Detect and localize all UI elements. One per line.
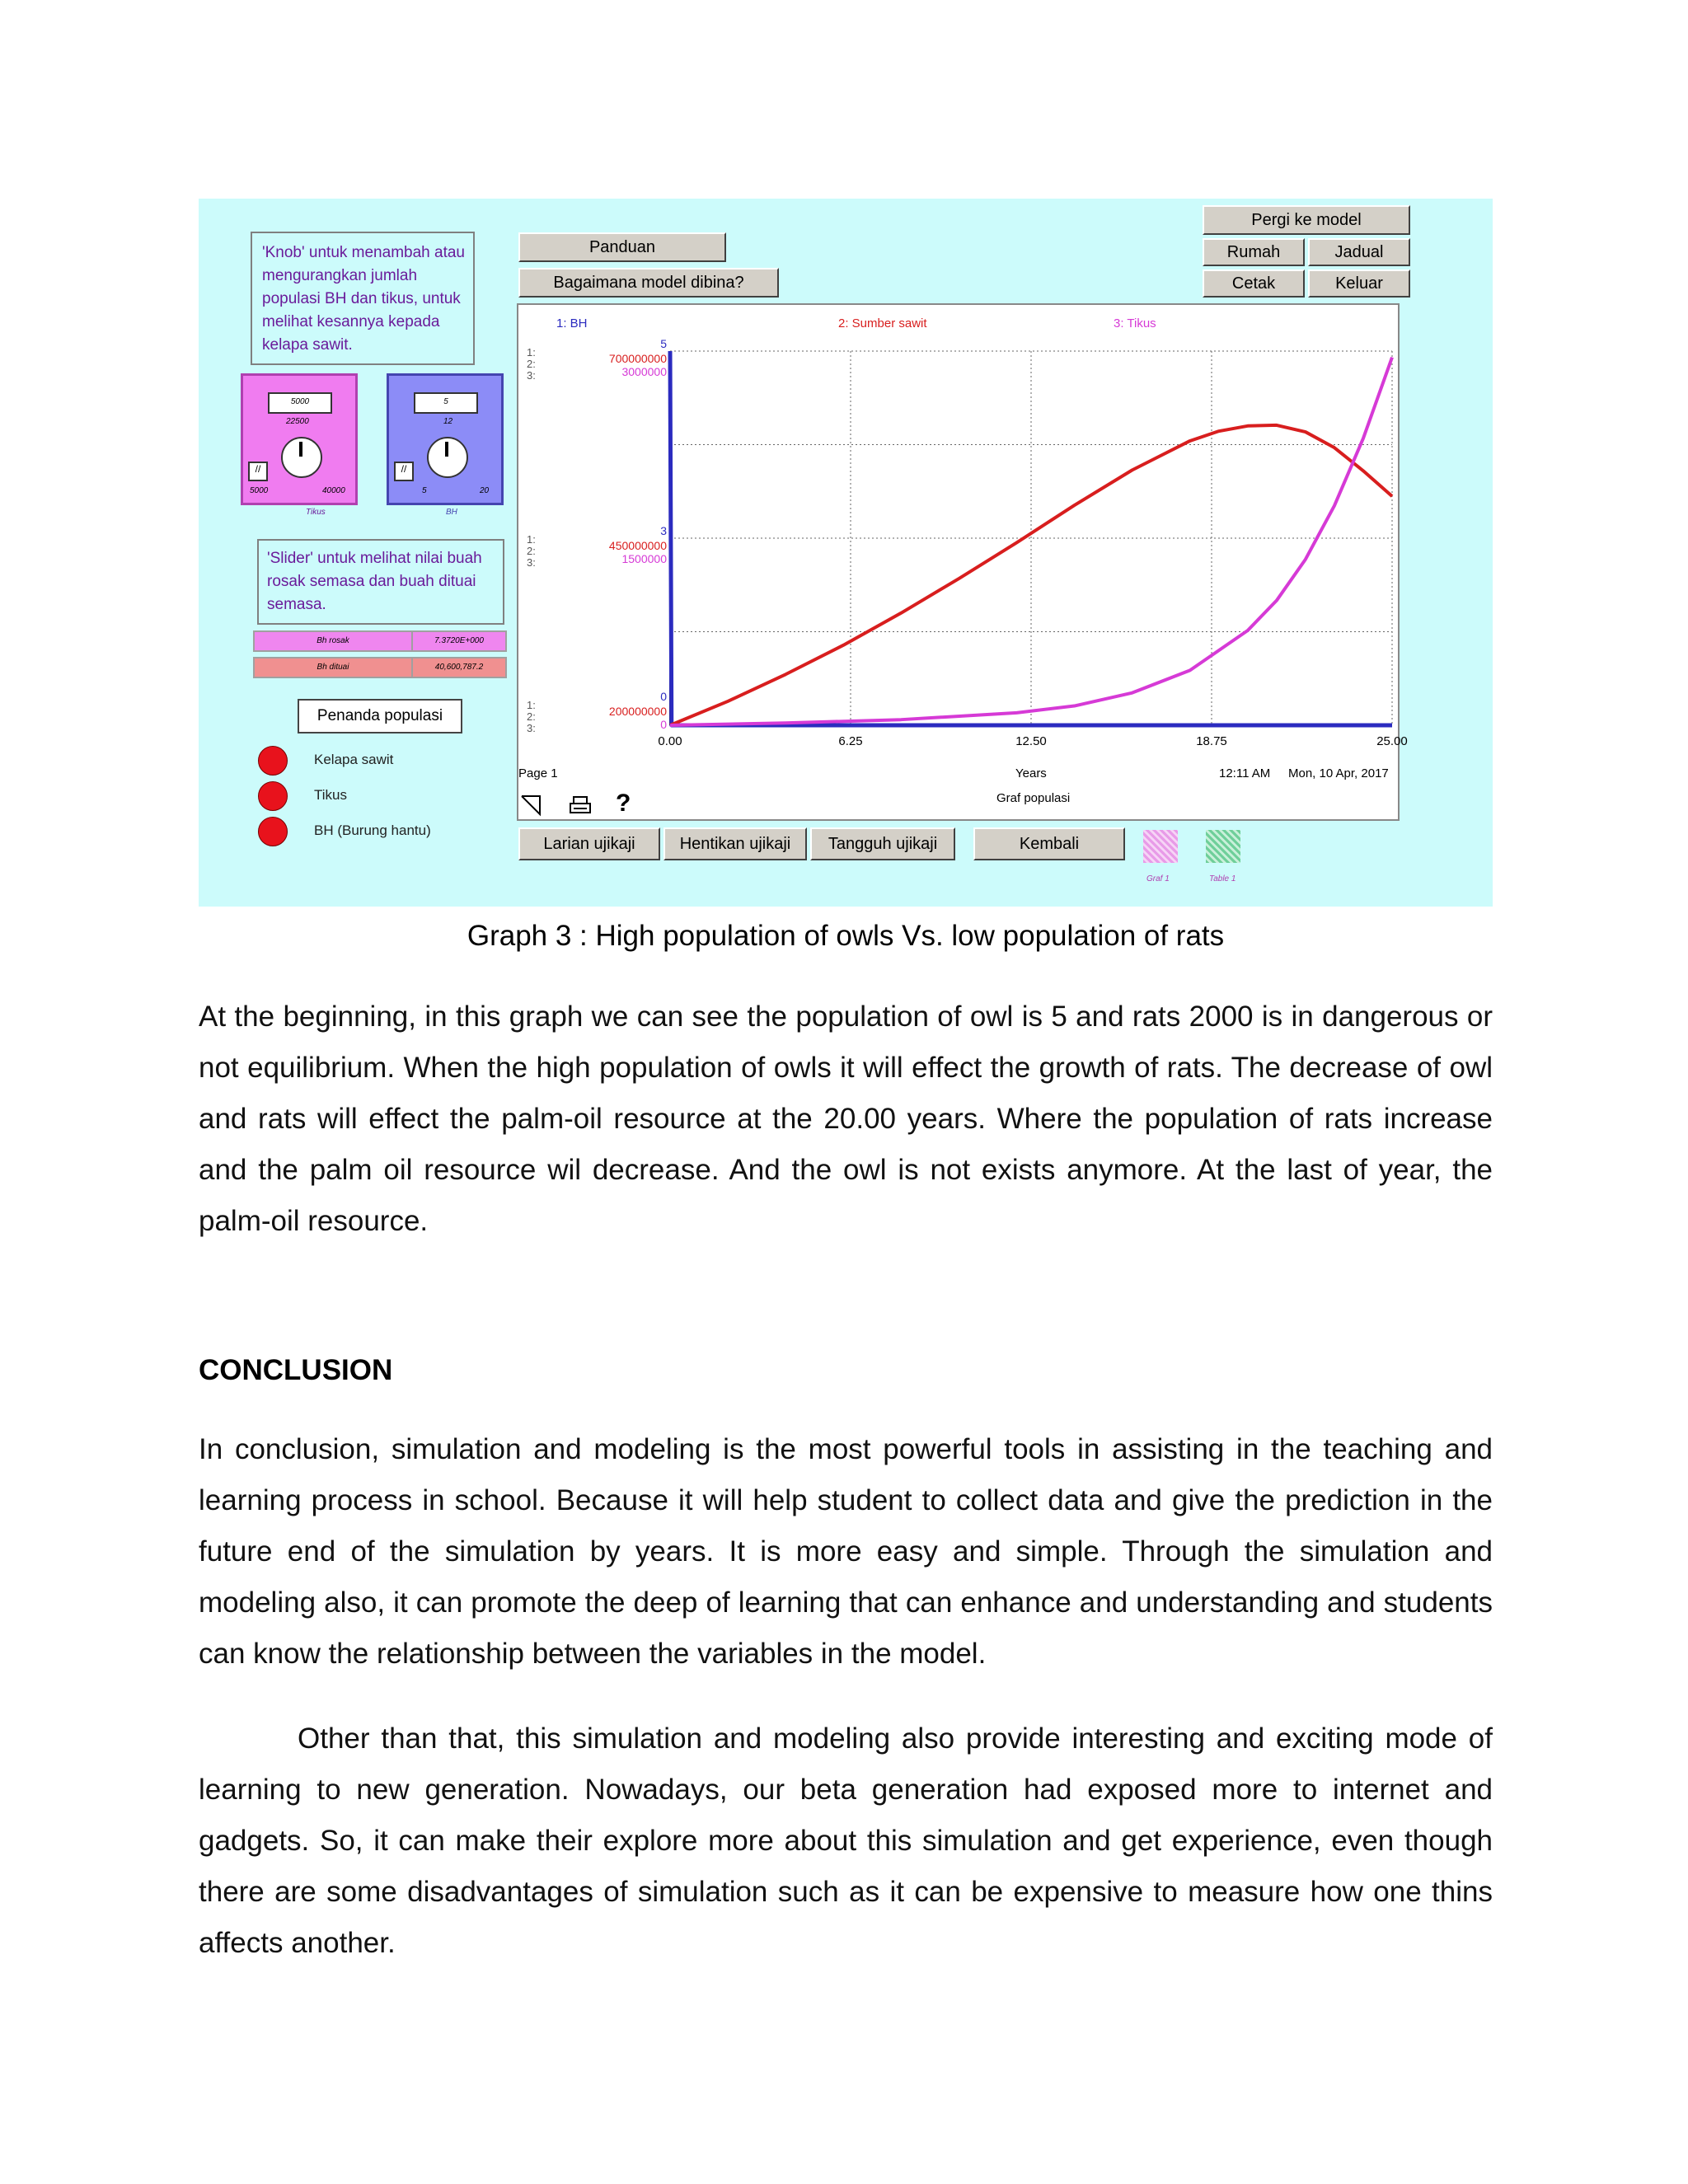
series-label-sumber-sawit: 2: Sumber sawit bbox=[838, 316, 927, 330]
paragraph-2: In conclusion, simulation and modeling is the most powerful tools in assisting in the teaching and learning process in school. Because it will help student to collect data and give the prediction in the future end of the simulation by years. It is more easy and simple. Through the simulation and modeling also, it can promote the deep of learning that can enhance and understanding and students can know the relationship between the variables in the model. bbox=[199, 1433, 1493, 1670]
panduan-button[interactable]: Panduan bbox=[518, 232, 726, 262]
keluar-button[interactable]: Keluar bbox=[1308, 269, 1410, 298]
x-tick-label: 6.25 bbox=[838, 734, 863, 748]
graph-caption: Graf populasi bbox=[996, 791, 1071, 805]
x-tick-label: 25.00 bbox=[1376, 734, 1408, 748]
population-chart bbox=[518, 305, 1408, 819]
paragraph-1: At the beginning, in this graph we can see the population of owl is 5 and rats 2000 is in dangerous or not equilibrium. When the high population of owls it will effect the growth of rats. The decrease of owl and rats will effect the palm-oil resource at the 20.00 years. Where the population of rats increase and the palm oil resource wil decrease. And the owl is not exists anymore. At the last of year, the palm-oil resource. bbox=[199, 1001, 1493, 1237]
x-axis-label: Years bbox=[1015, 766, 1047, 780]
knob-tikus-dial[interactable] bbox=[281, 437, 322, 478]
axis-series-index: 1: bbox=[527, 533, 536, 546]
slider-note: 'Slider' untuk melihat nilai buah rosak semasa dan buah dituai semasa. bbox=[267, 550, 482, 613]
page-corner-icon[interactable] bbox=[520, 794, 542, 816]
axis-series-index: 3: bbox=[527, 369, 536, 382]
axis-series-index: 2: bbox=[527, 358, 536, 370]
larian-ujikaji-button[interactable]: Larian ujikaji bbox=[518, 827, 660, 860]
slider-bh-dituai[interactable] bbox=[253, 657, 507, 678]
graph-date: Mon, 10 Apr, 2017 bbox=[1288, 766, 1389, 780]
legend-label-tikus: Tikus bbox=[314, 787, 347, 803]
y-tick-label: 5 bbox=[660, 337, 667, 350]
series-label-bh: 1: BH bbox=[556, 316, 588, 330]
y-tick-label: 0 bbox=[660, 718, 667, 731]
slider-bh-rosak-value: 7.3720E+000 bbox=[411, 632, 505, 650]
graph-pad-label: Graf 1 bbox=[1146, 874, 1170, 883]
x-tick-label: 12.50 bbox=[1015, 734, 1047, 748]
y-tick-label: 0 bbox=[660, 690, 667, 703]
knob-bh-lock-icon[interactable]: // bbox=[394, 462, 414, 481]
knob-bh-dial[interactable] bbox=[427, 437, 468, 478]
y-tick-label: 3000000 bbox=[621, 365, 667, 378]
legend-dot-tikus bbox=[258, 781, 288, 811]
knob-bh-label: BH bbox=[446, 508, 457, 517]
jadual-button[interactable]: Jadual bbox=[1308, 238, 1410, 266]
hentikan-ujikaji-button[interactable]: Hentikan ujikaji bbox=[663, 827, 807, 860]
axis-series-index: 3: bbox=[527, 722, 536, 734]
slider-note-box bbox=[257, 539, 504, 625]
axis-series-index: 2: bbox=[527, 710, 536, 723]
knob-tikus[interactable] bbox=[241, 373, 358, 505]
cetak-button[interactable]: Cetak bbox=[1203, 269, 1305, 298]
rumah-button[interactable]: Rumah bbox=[1203, 238, 1305, 266]
question-icon[interactable]: ? bbox=[616, 790, 631, 817]
knob-tikus-max: 40000 bbox=[322, 486, 345, 495]
tangguh-ujikaji-button[interactable]: Tangguh ujikaji bbox=[810, 827, 955, 860]
bagaimana-button[interactable]: Bagaimana model dibina? bbox=[518, 268, 779, 298]
figure-caption: Graph 3 : High population of owls Vs. low population of rats bbox=[467, 920, 1225, 952]
knob-note: 'Knob' untuk menambah atau mengurangkan jumlah populasi BH dan tikus, untuk melihat kesannya kepada kelapa sawit. bbox=[262, 244, 465, 354]
knob-bh-max: 20 bbox=[480, 486, 490, 495]
printer-icon[interactable] bbox=[570, 796, 591, 814]
knob-tikus-label: Tikus bbox=[306, 508, 326, 517]
table-pad-label: Table 1 bbox=[1209, 874, 1236, 883]
paragraph-3: Other than that, this simulation and modeling also provide interesting and exciting mode of learning to new generation. Nowadays, our beta generation had exposed more to internet and gadgets. So, it can make their explore more about this simulation and get experience, even though there are some disadvantages of simulation such as it can be expensive to measure how one thins affects another. bbox=[199, 1722, 1493, 1959]
pergi-ke-model-button[interactable]: Pergi ke model bbox=[1203, 205, 1410, 235]
x-tick-label: 18.75 bbox=[1196, 734, 1227, 748]
graph-pad-icon[interactable] bbox=[1143, 830, 1178, 863]
slider-bh-dituai-value: 40,600,787.2 bbox=[411, 658, 505, 677]
knob-bh[interactable] bbox=[387, 373, 504, 505]
table-pad-icon[interactable] bbox=[1206, 830, 1240, 863]
legend-label-bh: BH (Burung hantu) bbox=[314, 823, 431, 838]
knob-bh-value: 5 bbox=[414, 392, 478, 414]
axis-series-index: 2: bbox=[527, 545, 536, 557]
penanda-populasi: Penanda populasi bbox=[298, 699, 462, 733]
y-tick-label: 450000000 bbox=[608, 539, 667, 552]
graph-panel bbox=[517, 303, 1408, 821]
legend-label-kelapa-sawit: Kelapa sawit bbox=[314, 752, 394, 767]
slider-bh-rosak-label: Bh rosak bbox=[316, 636, 349, 645]
knob-tikus-value: 5000 bbox=[268, 392, 332, 414]
knob-bh-min: 5 bbox=[422, 486, 427, 495]
graph-time: 12:11 AM bbox=[1219, 766, 1271, 780]
series-label-tikus: 3: Tikus bbox=[1114, 316, 1156, 330]
section-heading: CONCLUSION bbox=[199, 1354, 393, 1386]
y-tick-label: 1500000 bbox=[621, 552, 667, 565]
y-tick-label: 3 bbox=[660, 524, 667, 537]
legend-dot-bh bbox=[258, 817, 288, 846]
knob-tikus-top: 22500 bbox=[286, 417, 309, 426]
x-tick-label: 0.00 bbox=[658, 734, 682, 748]
knob-bh-top: 12 bbox=[443, 417, 453, 426]
axis-series-index: 1: bbox=[527, 346, 536, 359]
y-tick-label: 700000000 bbox=[608, 352, 667, 365]
kembali-button[interactable]: Kembali bbox=[973, 827, 1125, 860]
knob-tikus-lock-icon[interactable]: // bbox=[248, 462, 268, 481]
axis-series-index: 1: bbox=[527, 699, 536, 711]
slider-bh-dituai-label: Bh dituai bbox=[316, 663, 349, 672]
slider-bh-rosak[interactable] bbox=[253, 630, 507, 652]
knob-note-box bbox=[251, 232, 475, 365]
legend-dot-kelapa-sawit bbox=[258, 746, 288, 776]
y-tick-label: 200000000 bbox=[608, 705, 667, 718]
simulation-screenshot bbox=[199, 199, 1493, 907]
knob-tikus-min: 5000 bbox=[250, 486, 269, 495]
page-label: Page 1 bbox=[518, 766, 558, 780]
axis-series-index: 3: bbox=[527, 556, 536, 569]
